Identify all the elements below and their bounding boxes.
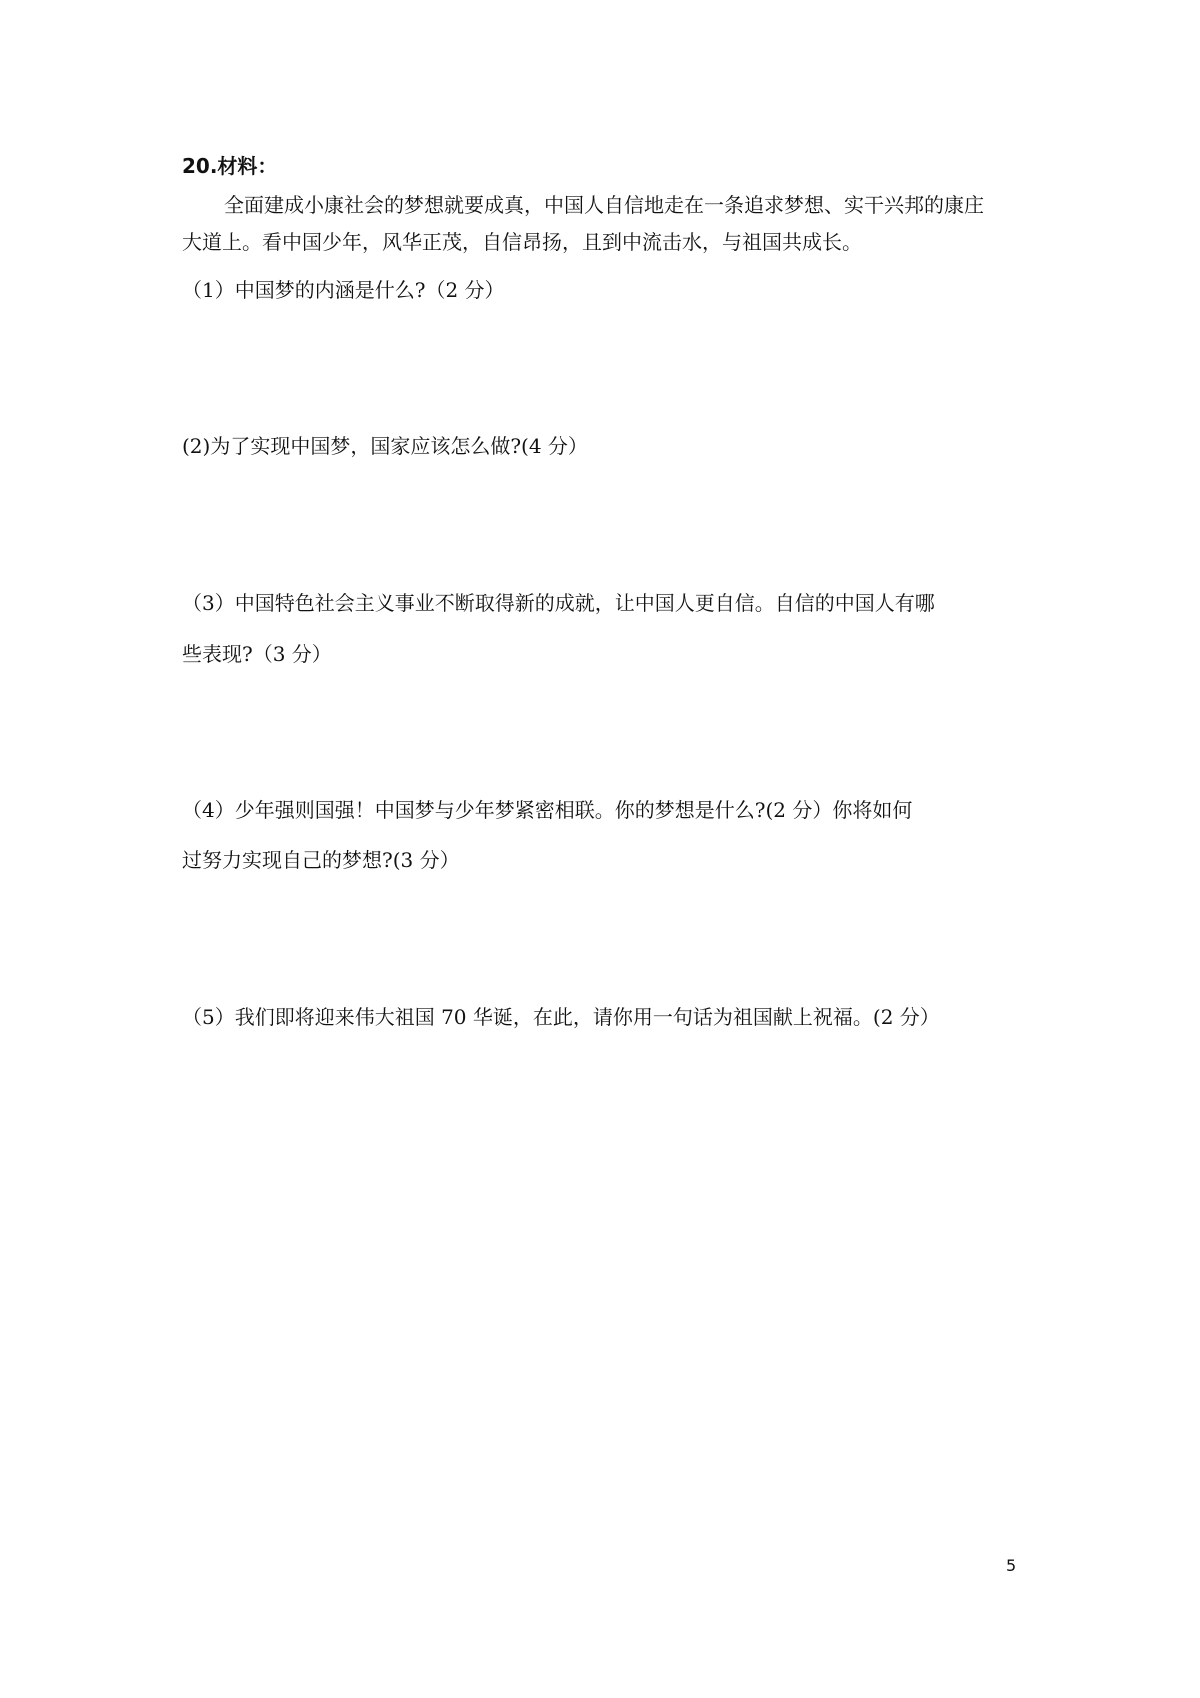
material-text-line-1: 全面建成小康社会的梦想就要成真，中国人自信地走在一条追求梦想、实干兴邦的康庄: [224, 193, 984, 217]
page-number: 5: [1006, 1556, 1017, 1575]
sub-question-4-line-1: （4）少年强则国强！中国梦与少年梦紧密相联。你的梦想是什么?(2 分）你将如何: [182, 798, 913, 822]
material-text-line-2: 大道上。看中国少年，风华正茂，自信昂扬，且到中流击水，与祖国共成长。: [182, 230, 862, 254]
sub-question-3-line-2: 些表现?（3 分）: [182, 642, 332, 666]
sub-question-5: （5）我们即将迎来伟大祖国 70 华诞，在此，请你用一句话为祖国献上祝福。(2 分）: [182, 1005, 940, 1029]
question-heading: 20.材料：: [182, 154, 278, 178]
sub-question-2: (2)为了实现中国梦，国家应该怎么做?(4 分）: [182, 434, 588, 458]
sub-question-4-line-2: 过努力实现自己的梦想?(3 分）: [182, 848, 460, 872]
sub-question-3-line-1: （3）中国特色社会主义事业不断取得新的成就，让中国人更自信。自信的中国人有哪: [182, 591, 935, 615]
sub-question-1: （1）中国梦的内涵是什么?（2 分）: [182, 278, 505, 302]
